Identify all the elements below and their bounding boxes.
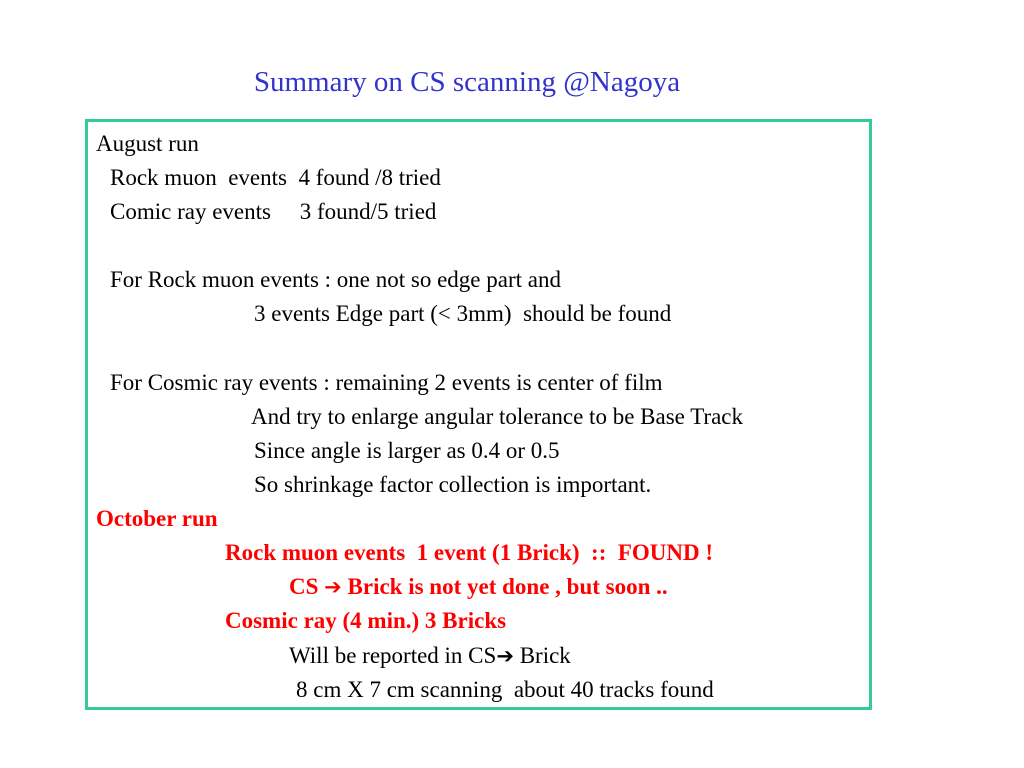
august-run-heading: August run bbox=[96, 131, 199, 156]
october-run-heading: October run bbox=[96, 506, 218, 531]
cs-label: CS bbox=[289, 574, 325, 599]
october-cosmic-ray-line: Cosmic ray (4 min.) 3 Bricks bbox=[225, 608, 507, 633]
october-rock-muon-line: Rock muon events 1 event (1 Brick) :: FOUND ! bbox=[225, 540, 714, 565]
august-cosmic-ray-line: Comic ray events 3 found/5 tried bbox=[110, 199, 437, 224]
october-cs-brick-line bbox=[289, 572, 668, 602]
august-rock-muon-line: Rock muon events 4 found /8 tried bbox=[110, 165, 441, 190]
cs-brick-status: Brick is not yet done , but soon .. bbox=[341, 574, 668, 599]
arrow-right-icon: ➔ bbox=[496, 644, 514, 668]
scanning-line: 8 cm X 7 cm scanning about 40 tracks found bbox=[296, 677, 714, 702]
rock-muon-note-2: 3 events Edge part (< 3mm) should be found bbox=[254, 301, 672, 326]
cosmic-note-3: Since angle is larger as 0.4 or 0.5 bbox=[254, 438, 560, 463]
cosmic-note-4: So shrinkage factor collection is important. bbox=[254, 472, 652, 497]
cosmic-note-1: For Cosmic ray events : remaining 2 events is center of film bbox=[110, 370, 663, 395]
slide-title: Summary on CS scanning @Nagoya bbox=[253, 66, 681, 98]
rock-muon-note-1: For Rock muon events : one not so edge part and bbox=[110, 267, 561, 292]
report-brick: Brick bbox=[513, 643, 571, 668]
cosmic-note-2: And try to enlarge angular tolerance to be Base Track bbox=[251, 404, 744, 429]
report-line bbox=[289, 641, 571, 671]
report-text: Will be reported in CS bbox=[289, 643, 497, 668]
arrow-right-icon: ➔ bbox=[324, 575, 342, 599]
